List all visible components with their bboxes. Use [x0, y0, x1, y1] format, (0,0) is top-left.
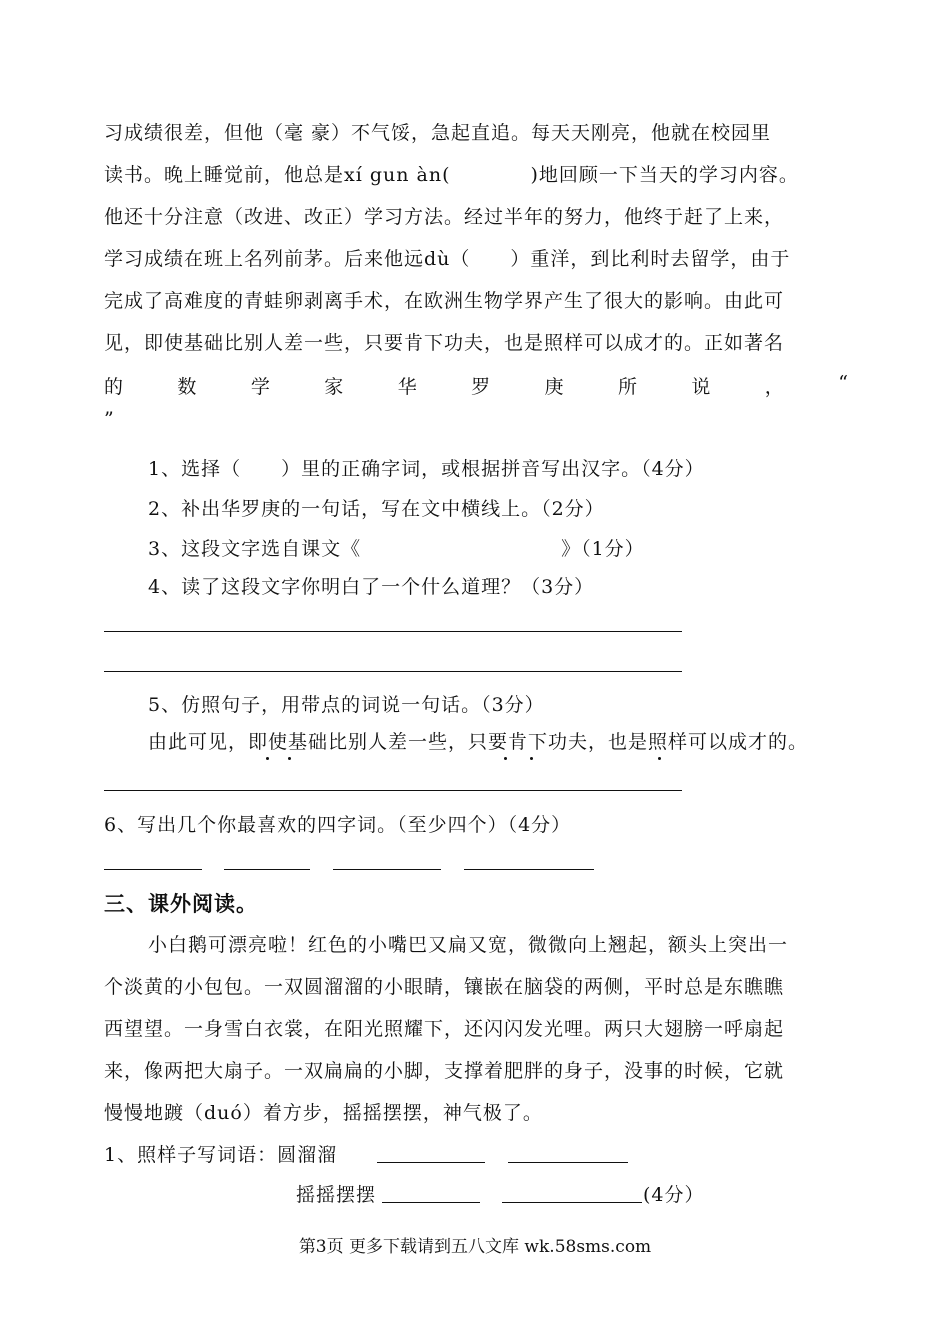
- emphasis-dot: [530, 757, 533, 760]
- passage-line-3: 他还十分注意（改进、改正）学习方法。经过半年的努力，他终于赶了上来，: [104, 206, 785, 228]
- answer-line-q4-1[interactable]: [104, 631, 682, 632]
- reading-line-1: 小白鹅可漂亮啦！红色的小嘴巴又扁又宽，微微向上翘起，额头上突出一: [148, 934, 789, 956]
- answer-line-r1-1[interactable]: [377, 1162, 485, 1163]
- spread-char: 学: [250, 376, 270, 398]
- answer-line-q5[interactable]: [104, 790, 682, 791]
- page-footer: 第3页 更多下载请到五八文库 wk.58sms.com: [298, 1237, 652, 1257]
- emphasis-dot: [658, 757, 661, 760]
- reading-question-1-second: 摇摇摆摆: [296, 1184, 377, 1206]
- answer-line-q4-2[interactable]: [104, 671, 682, 672]
- passage-line-7: [104, 372, 848, 399]
- passage-line-6: 见，即使基础比别人差一些，只要肯下功夫，也是照样可以成才的。正如著名: [104, 332, 785, 354]
- passage-line-2: 读书。晚上睡觉前，他总是xí gun àn( )地回顾一下当天的学习内容。: [104, 164, 799, 186]
- spread-char: 说: [691, 376, 711, 398]
- reading-line-4: 来，像两把大扇子。一双扁扁的小脚，支撑着肥胖的身子，没事的时候，它就: [104, 1060, 785, 1082]
- spread-char: 的: [104, 376, 124, 398]
- spread-char: 罗: [471, 376, 491, 398]
- question-5-example: 由此可见，即使基础比别人差一些，只要肯下功夫，也是照样可以成才的。: [148, 731, 809, 753]
- answer-line-r1-4[interactable]: [502, 1202, 642, 1203]
- emphasis-dot: [288, 757, 291, 760]
- emphasis-dot: [504, 757, 507, 760]
- section-heading: 三、课外阅读。: [104, 892, 258, 916]
- reading-question-1-score: (4分）: [643, 1184, 705, 1206]
- question-1: 1、选择（ ）里的正确字词，或根据拼音写出汉字。（4分）: [148, 458, 705, 480]
- passage-line-4: 学习成绩在班上名列前茅。后来他远dù（ ）重洋，到比利时去留学，由于: [104, 248, 791, 270]
- spread-char: 庚: [544, 376, 564, 398]
- reading-line-5: 慢慢地踱（duó）着方步，摇摇摆摆，神气极了。: [104, 1102, 543, 1124]
- answer-line-q6-3[interactable]: [333, 869, 441, 870]
- spread-char: 家: [324, 376, 344, 398]
- answer-line-r1-3[interactable]: [382, 1202, 480, 1203]
- passage-line-5: 完成了高难度的青蛙卵剥离手术，在欧洲生物学界产生了很大的影响。由此可: [104, 290, 785, 312]
- question-3: 3、这段文字选自课文《 》（1分）: [148, 538, 645, 560]
- reading-question-1: 1、照样子写词语：圆溜溜: [104, 1144, 338, 1166]
- emphasis-dot: [266, 757, 269, 760]
- question-2: 2、补出华罗庚的一句话，写在文中横线上。（2分）: [148, 498, 605, 520]
- spread-char: ，: [764, 376, 784, 398]
- answer-line-q6-1[interactable]: [104, 869, 202, 870]
- question-5: 5、仿照句子，用带点的词说一句话。（3分）: [148, 694, 545, 716]
- spread-char: “: [838, 372, 848, 394]
- spread-char: 数: [177, 376, 197, 398]
- passage-line-1: 习成绩很差，但他（毫 豪）不气馁，急起直追。每天天刚亮，他就在校园里: [104, 122, 772, 144]
- reading-line-2: 个淡黄的小包包。一双圆溜溜的小眼睛，镶嵌在脑袋的两侧，平时总是东瞧瞧: [104, 976, 785, 998]
- answer-line-q6-2[interactable]: [224, 869, 310, 870]
- reading-line-3: 西望望。一身雪白衣裳，在阳光照耀下，还闪闪发光哩。两只大翅膀一呼扇起: [104, 1018, 785, 1040]
- question-6: 6、写出几个你最喜欢的四字词。（至少四个）（4分）: [104, 814, 572, 836]
- answer-line-r1-2[interactable]: [508, 1162, 628, 1163]
- spread-char: 华: [397, 376, 417, 398]
- answer-line-q6-4[interactable]: [464, 869, 594, 870]
- passage-close-quote: ”: [104, 408, 115, 430]
- question-4: 4、读了这段文字你明白了一个什么道理？（3分）: [148, 576, 595, 598]
- spread-char: 所: [617, 376, 637, 398]
